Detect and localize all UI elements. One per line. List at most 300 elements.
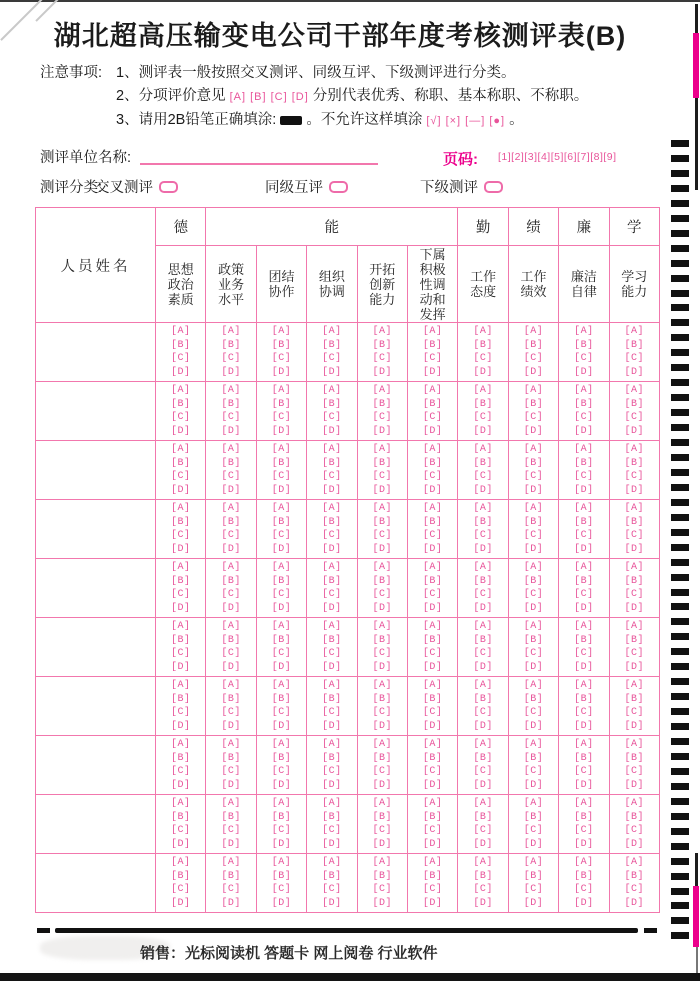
option-bubble[interactable]: [B] — [271, 516, 292, 528]
option-bubble[interactable]: [D] — [271, 661, 292, 673]
option-bubble[interactable]: [C] — [422, 648, 443, 659]
option-bubble[interactable]: [A] — [473, 739, 493, 750]
option-bubble[interactable]: [A] — [523, 857, 544, 868]
option-bubble[interactable]: [A] — [170, 857, 191, 868]
option-bubble[interactable]: [A] — [221, 857, 241, 868]
option-bubble[interactable]: [D] — [523, 543, 544, 555]
option-bubble[interactable]: [B] — [624, 516, 644, 528]
option-bubble[interactable]: [C] — [473, 412, 493, 423]
option-bubble[interactable]: [C] — [473, 589, 493, 600]
option-bubble[interactable]: [B] — [372, 575, 393, 587]
option-bubble[interactable]: [B] — [221, 339, 241, 351]
option-bubble[interactable]: [B] — [574, 870, 594, 882]
option-bubble[interactable]: [C] — [372, 648, 393, 659]
option-bubble[interactable]: [D] — [170, 779, 191, 791]
option-bubble[interactable]: [A] — [372, 680, 393, 691]
option-bubble[interactable]: [B] — [322, 811, 342, 823]
option-bubble[interactable]: [A] — [473, 385, 493, 396]
option-bubble[interactable]: [C] — [422, 825, 443, 836]
option-bubble[interactable]: [B] — [372, 811, 393, 823]
option-bubble[interactable]: [B] — [372, 516, 393, 528]
option-bubble[interactable]: [D] — [422, 425, 443, 437]
option-bubble[interactable]: [A] — [422, 857, 443, 868]
option-bubble[interactable]: [C] — [523, 825, 544, 836]
option-bubble[interactable]: [B] — [422, 398, 443, 410]
option-bubble[interactable]: [B] — [221, 516, 241, 528]
option-bubble[interactable]: [D] — [372, 425, 393, 437]
option-bubble[interactable]: [A] — [372, 621, 393, 632]
option-bubble[interactable]: [C] — [422, 412, 443, 423]
option-bubble[interactable]: [C] — [271, 412, 292, 423]
option-bubble[interactable]: [B] — [271, 575, 292, 587]
option-bubble[interactable]: [B] — [574, 516, 594, 528]
option-bubble[interactable]: [A] — [574, 621, 594, 632]
option-bubble[interactable]: [C] — [221, 825, 241, 836]
option-bubble[interactable]: [A] — [473, 680, 493, 691]
option-bubble[interactable]: [C] — [473, 353, 493, 364]
option-bubble[interactable]: [A] — [221, 444, 241, 455]
option-bubble[interactable]: [C] — [170, 589, 191, 600]
option-bubble[interactable]: [A] — [473, 503, 493, 514]
option-bubble[interactable]: [C] — [473, 471, 493, 482]
option-bubble[interactable]: [B] — [170, 516, 191, 528]
option-bubble[interactable]: [D] — [624, 425, 644, 437]
option-bubble[interactable]: [C] — [624, 530, 644, 541]
option-bubble[interactable]: [B] — [422, 693, 443, 705]
option-bubble[interactable]: [A] — [523, 798, 544, 809]
option-bubble[interactable]: [B] — [523, 457, 544, 469]
option-bubble[interactable]: [A] — [221, 680, 241, 691]
option-bubble[interactable]: [A] — [170, 680, 191, 691]
option-bubble[interactable]: [D] — [372, 838, 393, 850]
option-bubble[interactable]: [A] — [473, 562, 493, 573]
option-bubble[interactable]: [A] — [574, 857, 594, 868]
option-bubble[interactable]: [D] — [422, 720, 443, 732]
option-bubble[interactable]: [D] — [271, 425, 292, 437]
option-bubble[interactable]: [D] — [372, 543, 393, 555]
option-bubble[interactable]: [B] — [322, 457, 342, 469]
option-bubble[interactable]: [C] — [221, 884, 241, 895]
option-bubble[interactable]: [B] — [574, 693, 594, 705]
option-bubble[interactable]: [A] — [574, 798, 594, 809]
name-input-cell[interactable] — [36, 618, 156, 677]
option-bubble[interactable]: [C] — [473, 648, 493, 659]
option-bubble[interactable]: [D] — [624, 838, 644, 850]
option-bubble[interactable]: [B] — [473, 516, 493, 528]
option-bubble[interactable]: [D] — [221, 602, 241, 614]
option-bubble[interactable]: [B] — [170, 693, 191, 705]
option-bubble[interactable]: [A] — [523, 503, 544, 514]
option-bubble[interactable]: [A] — [271, 503, 292, 514]
option-bubble[interactable]: [A] — [170, 798, 191, 809]
option-bubble[interactable]: [D] — [422, 543, 443, 555]
option-bubble[interactable]: [B] — [372, 693, 393, 705]
option-bubble[interactable]: [A] — [624, 680, 644, 691]
option-bubble[interactable]: [A] — [372, 444, 393, 455]
name-input-cell[interactable] — [36, 382, 156, 441]
option-bubble[interactable]: [D] — [624, 779, 644, 791]
option-bubble[interactable]: [C] — [624, 648, 644, 659]
option-bubble[interactable]: [B] — [473, 457, 493, 469]
option-bubble[interactable]: [C] — [574, 766, 594, 777]
option-bubble[interactable]: [D] — [322, 838, 342, 850]
option-bubble[interactable]: [B] — [422, 575, 443, 587]
option-bubble[interactable]: [D] — [422, 602, 443, 614]
option-bubble[interactable]: [A] — [170, 444, 191, 455]
option-bubble[interactable]: [A] — [271, 798, 292, 809]
option-bubble[interactable]: [B] — [473, 811, 493, 823]
option-bubble[interactable]: [C] — [574, 707, 594, 718]
option-bubble[interactable]: [D] — [624, 484, 644, 496]
option-bubble[interactable]: [B] — [271, 811, 292, 823]
option-bubble[interactable]: [D] — [322, 484, 342, 496]
option-bubble[interactable]: [D] — [422, 366, 443, 378]
option-bubble[interactable]: [C] — [372, 589, 393, 600]
option-bubble[interactable]: [A] — [473, 621, 493, 632]
option-bubble[interactable]: [C] — [170, 825, 191, 836]
option-bubble[interactable]: [A] — [624, 326, 644, 337]
option-bubble[interactable]: [A] — [624, 739, 644, 750]
option-bubble[interactable]: [C] — [221, 353, 241, 364]
option-bubble[interactable]: [D] — [422, 838, 443, 850]
option-bubble[interactable]: [A] — [523, 385, 544, 396]
option-bubble[interactable]: [C] — [322, 648, 342, 659]
option-bubble[interactable]: [B] — [170, 398, 191, 410]
option-bubble[interactable]: [D] — [221, 661, 241, 673]
option-bubble[interactable]: [B] — [624, 575, 644, 587]
option-bubble[interactable]: [D] — [271, 720, 292, 732]
option-bubble[interactable]: [C] — [322, 766, 342, 777]
option-bubble[interactable]: [A] — [271, 385, 292, 396]
option-bubble[interactable]: [D] — [372, 661, 393, 673]
option-bubble[interactable]: [D] — [574, 661, 594, 673]
option-bubble[interactable]: [B] — [271, 339, 292, 351]
option-bubble[interactable]: [B] — [574, 634, 594, 646]
option-bubble[interactable]: [B] — [523, 752, 544, 764]
option-bubble[interactable]: [C] — [422, 353, 443, 364]
option-bubble[interactable]: [C] — [221, 530, 241, 541]
name-input-cell[interactable] — [36, 677, 156, 736]
option-bubble[interactable]: [D] — [372, 897, 393, 909]
option-bubble[interactable]: [C] — [170, 353, 191, 364]
option-bubble[interactable]: [C] — [271, 530, 292, 541]
option-bubble[interactable]: [D] — [574, 602, 594, 614]
option-bubble[interactable]: [D] — [523, 484, 544, 496]
option-bubble[interactable]: [B] — [574, 811, 594, 823]
option-bubble[interactable]: [A] — [271, 680, 292, 691]
option-bubble[interactable]: [B] — [422, 752, 443, 764]
option-bubble[interactable]: [B] — [473, 752, 493, 764]
option-bubble[interactable]: [C] — [322, 353, 342, 364]
option-bubble[interactable]: [B] — [473, 398, 493, 410]
option-bubble[interactable]: [C] — [271, 589, 292, 600]
option-bubble[interactable]: [A] — [624, 503, 644, 514]
option-bubble[interactable]: [C] — [574, 412, 594, 423]
option-bubble[interactable]: [B] — [271, 752, 292, 764]
option-bubble[interactable]: [B] — [271, 634, 292, 646]
option-bubble[interactable]: [D] — [271, 838, 292, 850]
option-bubble[interactable]: [B] — [574, 398, 594, 410]
option-bubble[interactable]: [C] — [624, 707, 644, 718]
option-bubble[interactable]: [B] — [523, 634, 544, 646]
option-bubble[interactable]: [D] — [473, 838, 493, 850]
option-bubble[interactable]: [A] — [221, 326, 241, 337]
option-bubble[interactable]: [C] — [473, 884, 493, 895]
option-bubble[interactable]: [D] — [523, 838, 544, 850]
option-bubble[interactable]: [C] — [322, 589, 342, 600]
option-bubble[interactable]: [D] — [271, 602, 292, 614]
option-bubble[interactable]: [D] — [473, 897, 493, 909]
option-bubble[interactable]: [D] — [322, 779, 342, 791]
option-bubble[interactable]: [B] — [372, 398, 393, 410]
option-bubble[interactable]: [D] — [624, 661, 644, 673]
option-bubble[interactable]: [A] — [574, 385, 594, 396]
option-bubble[interactable]: [A] — [422, 739, 443, 750]
option-bubble[interactable]: [D] — [473, 720, 493, 732]
option-bubble[interactable]: [D] — [170, 484, 191, 496]
option-bubble[interactable]: [C] — [473, 530, 493, 541]
option-bubble[interactable]: [B] — [221, 752, 241, 764]
option-bubble[interactable]: [B] — [473, 339, 493, 351]
option-bubble[interactable]: [D] — [624, 602, 644, 614]
option-bubble[interactable]: [A] — [372, 503, 393, 514]
option-bubble[interactable]: [A] — [473, 857, 493, 868]
option-bubble[interactable]: [B] — [574, 575, 594, 587]
option-bubble[interactable]: [A] — [322, 562, 342, 573]
option-bubble[interactable]: [C] — [574, 530, 594, 541]
option-bubble[interactable]: [A] — [473, 444, 493, 455]
option-bubble[interactable]: [A] — [372, 798, 393, 809]
option-bubble[interactable]: [C] — [473, 766, 493, 777]
option-bubble[interactable]: [D] — [170, 602, 191, 614]
option-bubble[interactable]: [C] — [271, 471, 292, 482]
option-bubble[interactable]: [A] — [322, 385, 342, 396]
option-bubble[interactable]: [D] — [473, 484, 493, 496]
option-bubble[interactable]: [C] — [624, 589, 644, 600]
option-bubble[interactable]: [D] — [574, 838, 594, 850]
option-bubble[interactable]: [A] — [372, 857, 393, 868]
option-bubble[interactable]: [C] — [221, 589, 241, 600]
option-bubble[interactable]: [C] — [170, 648, 191, 659]
option-bubble[interactable]: [D] — [624, 720, 644, 732]
option-bubble[interactable]: [B] — [422, 516, 443, 528]
option-bubble[interactable]: [C] — [574, 589, 594, 600]
option-bubble[interactable]: [B] — [422, 457, 443, 469]
option-bubble[interactable]: [D] — [221, 897, 241, 909]
option-bubble[interactable]: [A] — [271, 562, 292, 573]
option-bubble[interactable]: [A] — [372, 326, 393, 337]
option-bubble[interactable]: [C] — [574, 825, 594, 836]
option-bubble[interactable]: [D] — [523, 897, 544, 909]
option-bubble[interactable]: [C] — [624, 825, 644, 836]
option-bubble[interactable]: [D] — [170, 425, 191, 437]
option-bubble[interactable]: [A] — [271, 739, 292, 750]
option-bubble[interactable]: [C] — [271, 353, 292, 364]
option-bubble[interactable]: [D] — [221, 779, 241, 791]
option-bubble[interactable]: [C] — [624, 471, 644, 482]
option-bubble[interactable]: [B] — [170, 339, 191, 351]
option-bubble[interactable]: [B] — [624, 752, 644, 764]
option-bubble[interactable]: [B] — [574, 752, 594, 764]
option-bubble[interactable]: [C] — [422, 707, 443, 718]
option-bubble[interactable]: [B] — [624, 398, 644, 410]
peer-eval-checkbox[interactable] — [329, 181, 348, 193]
option-bubble[interactable]: [A] — [271, 326, 292, 337]
option-bubble[interactable]: [B] — [574, 339, 594, 351]
option-bubble[interactable]: [A] — [422, 444, 443, 455]
option-bubble[interactable]: [C] — [523, 589, 544, 600]
option-bubble[interactable]: [D] — [322, 897, 342, 909]
name-input-cell[interactable] — [36, 500, 156, 559]
option-bubble[interactable]: [C] — [372, 530, 393, 541]
option-bubble[interactable]: [B] — [372, 457, 393, 469]
option-bubble[interactable]: [C] — [422, 884, 443, 895]
subordinate-eval-checkbox[interactable] — [484, 181, 503, 193]
option-bubble[interactable]: [B] — [624, 339, 644, 351]
option-bubble[interactable]: [B] — [624, 811, 644, 823]
option-bubble[interactable]: [A] — [574, 680, 594, 691]
option-bubble[interactable]: [B] — [322, 634, 342, 646]
option-bubble[interactable]: [C] — [372, 825, 393, 836]
option-bubble[interactable]: [C] — [322, 884, 342, 895]
option-bubble[interactable]: [D] — [422, 779, 443, 791]
option-bubble[interactable]: [D] — [422, 897, 443, 909]
option-bubble[interactable]: [A] — [221, 385, 241, 396]
option-bubble[interactable]: [C] — [422, 471, 443, 482]
option-bubble[interactable]: [B] — [624, 457, 644, 469]
option-bubble[interactable]: [D] — [221, 838, 241, 850]
option-bubble[interactable]: [A] — [221, 739, 241, 750]
option-bubble[interactable]: [A] — [574, 503, 594, 514]
option-bubble[interactable]: [C] — [624, 412, 644, 423]
option-bubble[interactable]: [B] — [372, 752, 393, 764]
option-bubble[interactable]: [C] — [574, 884, 594, 895]
option-bubble[interactable]: [D] — [574, 720, 594, 732]
option-bubble[interactable]: [A] — [422, 385, 443, 396]
option-bubble[interactable]: [D] — [170, 366, 191, 378]
option-bubble[interactable]: [B] — [574, 457, 594, 469]
option-bubble[interactable]: [C] — [271, 766, 292, 777]
option-bubble[interactable]: [A] — [422, 503, 443, 514]
option-bubble[interactable]: [D] — [221, 543, 241, 555]
name-input-cell[interactable] — [36, 736, 156, 795]
option-bubble[interactable]: [A] — [221, 562, 241, 573]
option-bubble[interactable]: [B] — [624, 870, 644, 882]
option-bubble[interactable]: [B] — [170, 811, 191, 823]
option-bubble[interactable]: [C] — [322, 530, 342, 541]
option-bubble[interactable]: [A] — [221, 621, 241, 632]
option-bubble[interactable]: [C] — [523, 412, 544, 423]
option-bubble[interactable]: [C] — [422, 766, 443, 777]
option-bubble[interactable]: [D] — [271, 543, 292, 555]
option-bubble[interactable]: [A] — [473, 326, 493, 337]
option-bubble[interactable]: [A] — [523, 326, 544, 337]
option-bubble[interactable]: [B] — [422, 339, 443, 351]
option-bubble[interactable]: [A] — [322, 503, 342, 514]
option-bubble[interactable]: [A] — [422, 621, 443, 632]
option-bubble[interactable]: [D] — [574, 484, 594, 496]
option-bubble[interactable]: [D] — [322, 425, 342, 437]
option-bubble[interactable]: [B] — [473, 870, 493, 882]
option-bubble[interactable]: [B] — [473, 693, 493, 705]
option-bubble[interactable]: [C] — [271, 707, 292, 718]
option-bubble[interactable]: [B] — [624, 634, 644, 646]
option-bubble[interactable]: [C] — [322, 825, 342, 836]
option-bubble[interactable]: [A] — [322, 326, 342, 337]
option-bubble[interactable]: [D] — [523, 779, 544, 791]
option-bubble[interactable]: [A] — [523, 739, 544, 750]
option-bubble[interactable]: [A] — [271, 444, 292, 455]
option-bubble[interactable]: [C] — [170, 412, 191, 423]
option-bubble[interactable]: [D] — [624, 543, 644, 555]
option-bubble[interactable]: [D] — [221, 366, 241, 378]
option-bubble[interactable]: [A] — [422, 798, 443, 809]
option-bubble[interactable]: [C] — [523, 648, 544, 659]
option-bubble[interactable]: [D] — [170, 720, 191, 732]
option-bubble[interactable]: [C] — [322, 412, 342, 423]
option-bubble[interactable]: [A] — [322, 857, 342, 868]
option-bubble[interactable]: [C] — [523, 766, 544, 777]
option-bubble[interactable]: [C] — [372, 707, 393, 718]
option-bubble[interactable]: [A] — [372, 562, 393, 573]
option-bubble[interactable]: [D] — [372, 366, 393, 378]
option-bubble[interactable]: [B] — [322, 398, 342, 410]
option-bubble[interactable]: [C] — [170, 707, 191, 718]
option-bubble[interactable]: [B] — [221, 870, 241, 882]
option-bubble[interactable]: [B] — [221, 811, 241, 823]
option-bubble[interactable]: [D] — [170, 661, 191, 673]
option-bubble[interactable]: [A] — [221, 503, 241, 514]
option-bubble[interactable]: [C] — [574, 353, 594, 364]
option-bubble[interactable]: [D] — [523, 602, 544, 614]
option-bubble[interactable]: [A] — [170, 326, 191, 337]
option-bubble[interactable]: [C] — [221, 648, 241, 659]
option-bubble[interactable]: [B] — [271, 457, 292, 469]
option-bubble[interactable]: [B] — [221, 398, 241, 410]
option-bubble[interactable]: [C] — [221, 412, 241, 423]
name-input-cell[interactable] — [36, 559, 156, 618]
option-bubble[interactable]: [B] — [473, 575, 493, 587]
option-bubble[interactable]: [B] — [271, 693, 292, 705]
option-bubble[interactable]: [C] — [221, 471, 241, 482]
option-bubble[interactable]: [A] — [271, 621, 292, 632]
option-bubble[interactable]: [C] — [624, 353, 644, 364]
option-bubble[interactable]: [D] — [221, 484, 241, 496]
option-bubble[interactable]: [C] — [372, 353, 393, 364]
option-bubble[interactable]: [C] — [372, 884, 393, 895]
option-bubble[interactable]: [C] — [624, 884, 644, 895]
option-bubble[interactable]: [A] — [221, 798, 241, 809]
option-bubble[interactable]: [D] — [523, 425, 544, 437]
option-bubble[interactable]: [D] — [372, 484, 393, 496]
option-bubble[interactable]: [D] — [422, 661, 443, 673]
option-bubble[interactable]: [A] — [473, 798, 493, 809]
option-bubble[interactable]: [A] — [322, 621, 342, 632]
option-bubble[interactable]: [C] — [523, 471, 544, 482]
option-bubble[interactable]: [A] — [322, 680, 342, 691]
option-bubble[interactable]: [B] — [170, 752, 191, 764]
option-bubble[interactable]: [A] — [322, 444, 342, 455]
option-bubble[interactable]: [A] — [322, 798, 342, 809]
option-bubble[interactable]: [B] — [523, 516, 544, 528]
option-bubble[interactable]: [D] — [422, 484, 443, 496]
option-bubble[interactable]: [B] — [422, 870, 443, 882]
option-bubble[interactable]: [B] — [523, 575, 544, 587]
page-code-options[interactable]: [1][2][3][4][5][6][7][8][9] — [498, 151, 617, 163]
name-input-cell[interactable] — [36, 441, 156, 500]
option-bubble[interactable]: [A] — [422, 680, 443, 691]
option-bubble[interactable]: [C] — [170, 884, 191, 895]
